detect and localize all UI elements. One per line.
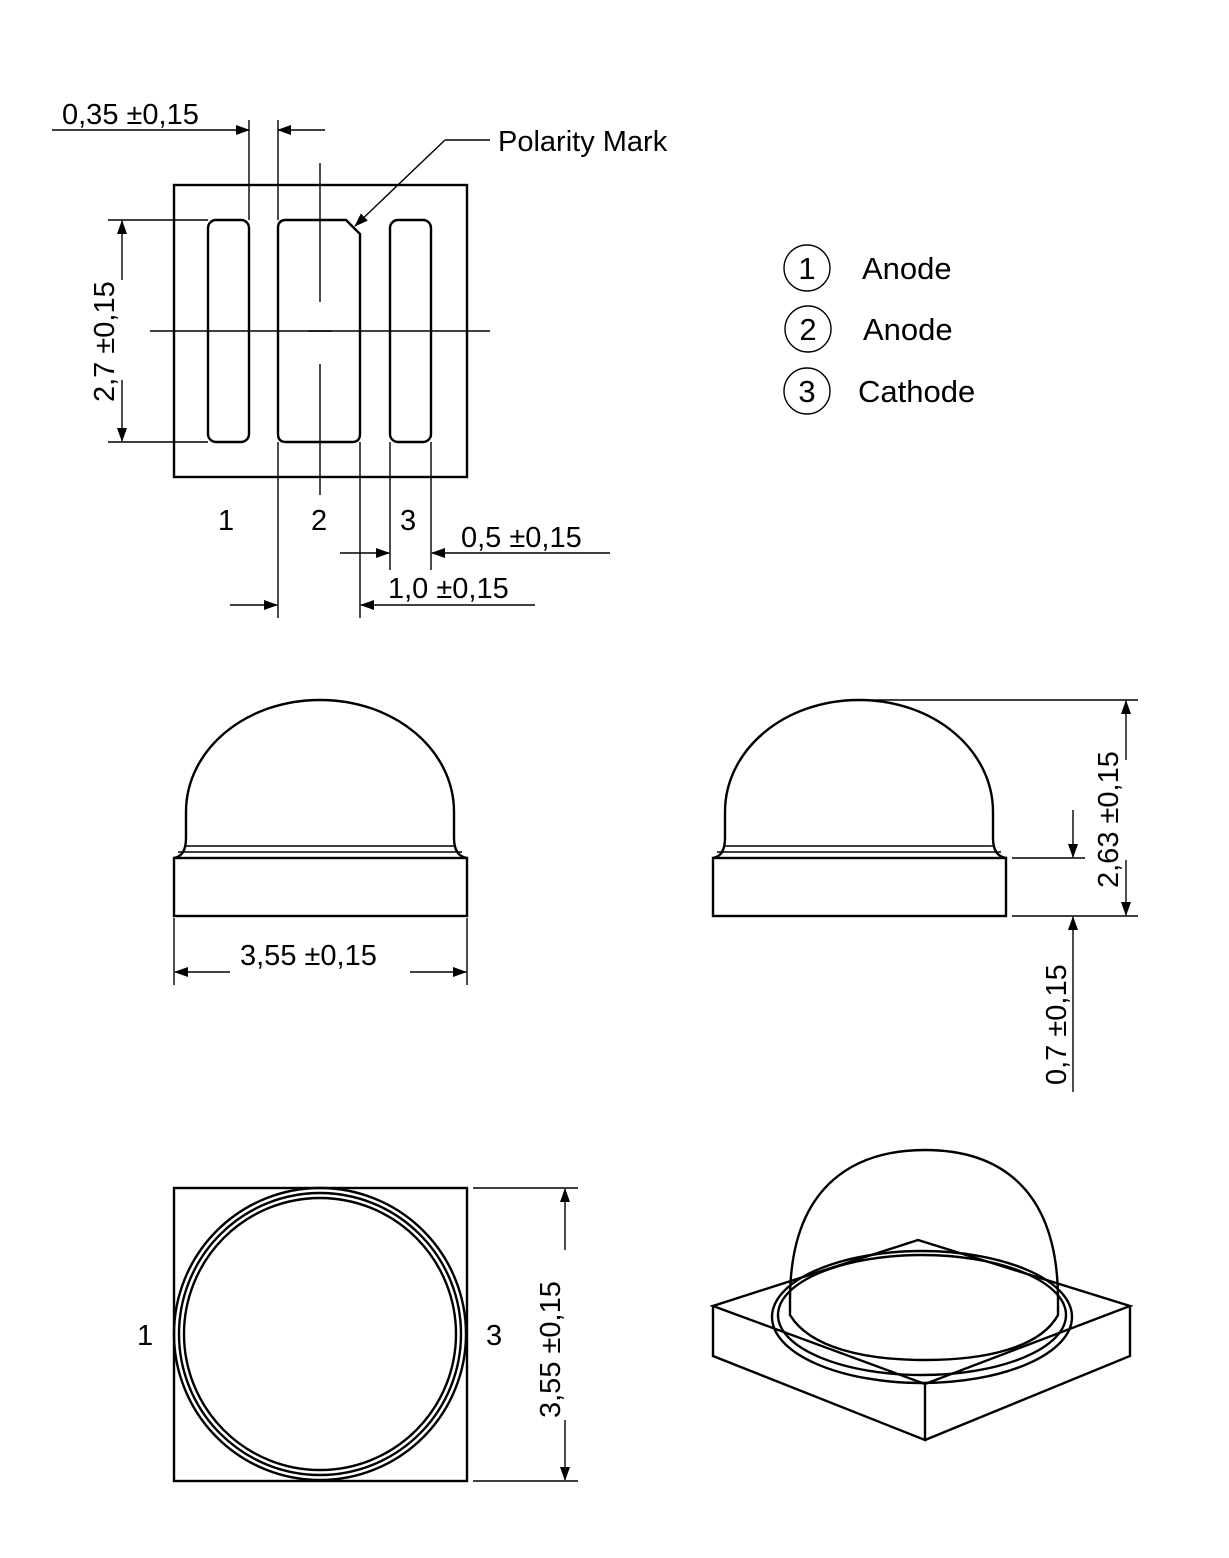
legend-label-1: Anode — [862, 251, 952, 286]
pad-gap-dimension: 0,5 ±0,15 — [461, 522, 582, 554]
pad-number-1: 1 — [218, 505, 235, 537]
footprint-view — [52, 99, 668, 618]
side-dome — [713, 700, 1006, 858]
top-view-number-3: 3 — [486, 1320, 503, 1352]
legend-number-1: 1 — [798, 251, 816, 286]
dome-height-dimension: 2,63 ±0,15 — [1093, 751, 1125, 888]
legend-label-3: Cathode — [858, 374, 976, 409]
iso-base-top — [713, 1240, 1130, 1384]
front-side-view — [174, 700, 467, 985]
pin-legend — [784, 245, 975, 414]
body-width-dimension: 3,55 ±0,15 — [240, 940, 377, 972]
top-view — [137, 1188, 578, 1481]
pad-number-3: 3 — [400, 505, 417, 537]
side-base — [713, 858, 1006, 916]
base-height-dimension: 0,7 ±0,15 — [1041, 964, 1073, 1085]
legend-number-3: 3 — [798, 374, 816, 409]
body-depth-dimension: 3,55 ±0,15 — [535, 1281, 567, 1418]
tab-width-dimension: 0,35 ±0,15 — [62, 99, 199, 131]
lens-outline — [184, 1198, 456, 1470]
pad-number-2: 2 — [311, 505, 328, 537]
polarity-mark-label: Polarity Mark — [498, 126, 668, 158]
legend-label-2: Anode — [863, 312, 953, 347]
front-base — [174, 858, 467, 916]
pad-height-dimension: 2,7 ±0,15 — [89, 281, 121, 402]
legend-number-2: 2 — [799, 312, 817, 347]
top-view-number-1: 1 — [137, 1320, 154, 1352]
isometric-view — [713, 1150, 1130, 1440]
right-side-view — [713, 700, 1138, 1092]
pad-pitch-dimension: 1,0 ±0,15 — [388, 573, 509, 605]
front-dome — [174, 700, 467, 858]
